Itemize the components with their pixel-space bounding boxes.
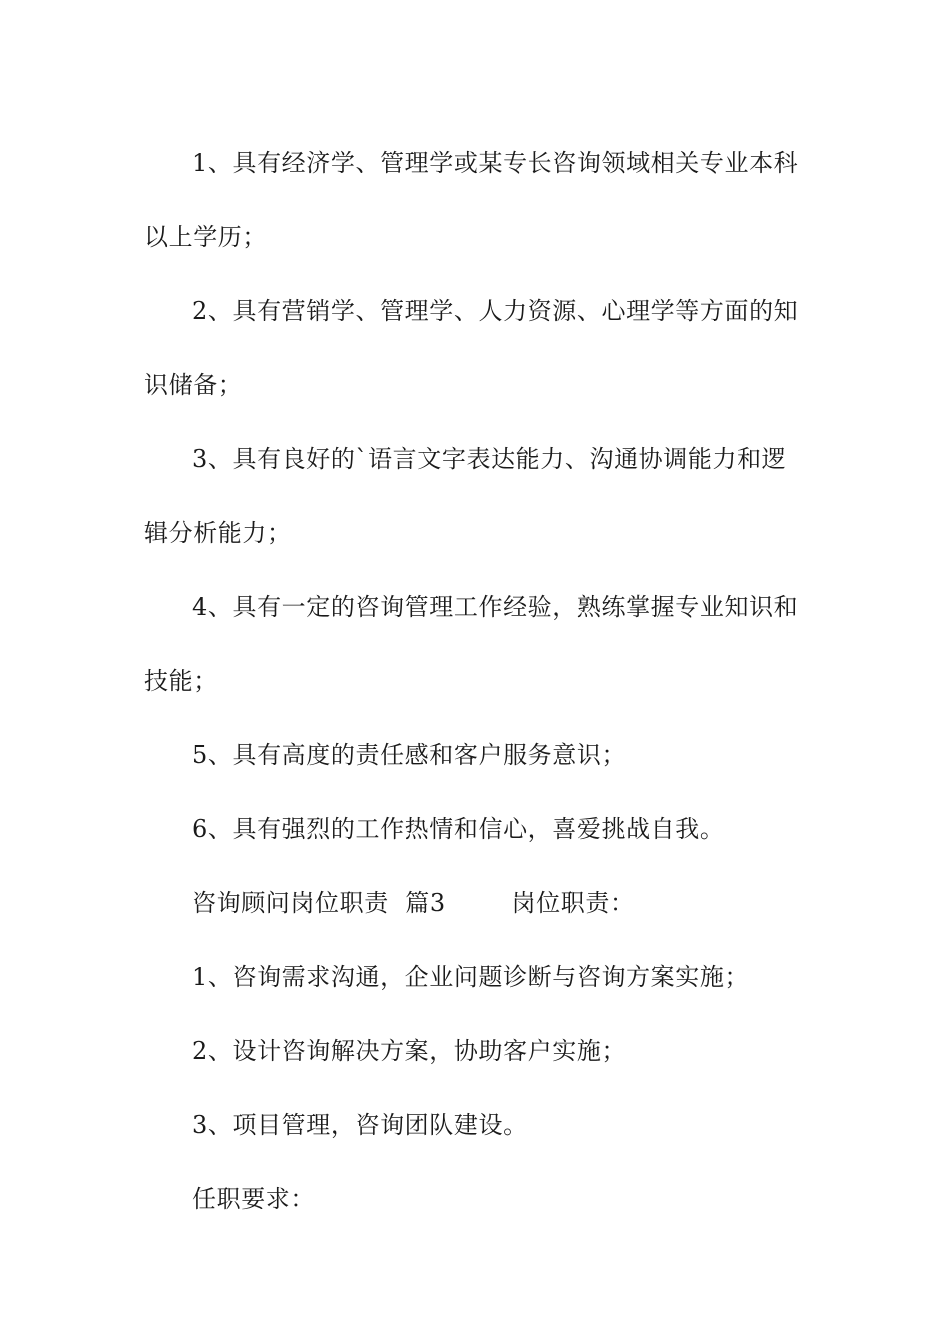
requirement-item-1: 1、具有经济学、管理学或某专长咨询领域相关专业本科以上学历； (144, 149, 799, 251)
requirement-item-6: 6、具有强烈的工作热情和信心，喜爱挑战自我。 (192, 815, 725, 843)
requirement-item-3: 3、具有良好的`语言文字表达能力、沟通协调能力和逻辑分析能力； (144, 445, 787, 547)
duty-item-1: 1、咨询需求沟通，企业问题诊断与咨询方案实施； (192, 963, 750, 991)
duty-item-2: 2、设计咨询解决方案，协助客户实施； (192, 1037, 627, 1065)
duty-item-3: 3、项目管理，咨询团队建设。 (192, 1111, 528, 1139)
requirements-heading: 任职要求： (192, 1185, 315, 1213)
document-body (144, 126, 809, 1236)
requirement-item-4: 4、具有一定的咨询管理工作经验，熟练掌握专业知识和技能； (144, 593, 799, 695)
requirement-item-2: 2、具有营销学、管理学、人力资源、心理学等方面的知识储备； (144, 297, 799, 399)
requirement-item-5: 5、具有高度的责任感和客户服务意识； (192, 741, 627, 769)
section-heading: 咨询顾问岗位职责 篇3 岗位职责： (192, 889, 635, 917)
